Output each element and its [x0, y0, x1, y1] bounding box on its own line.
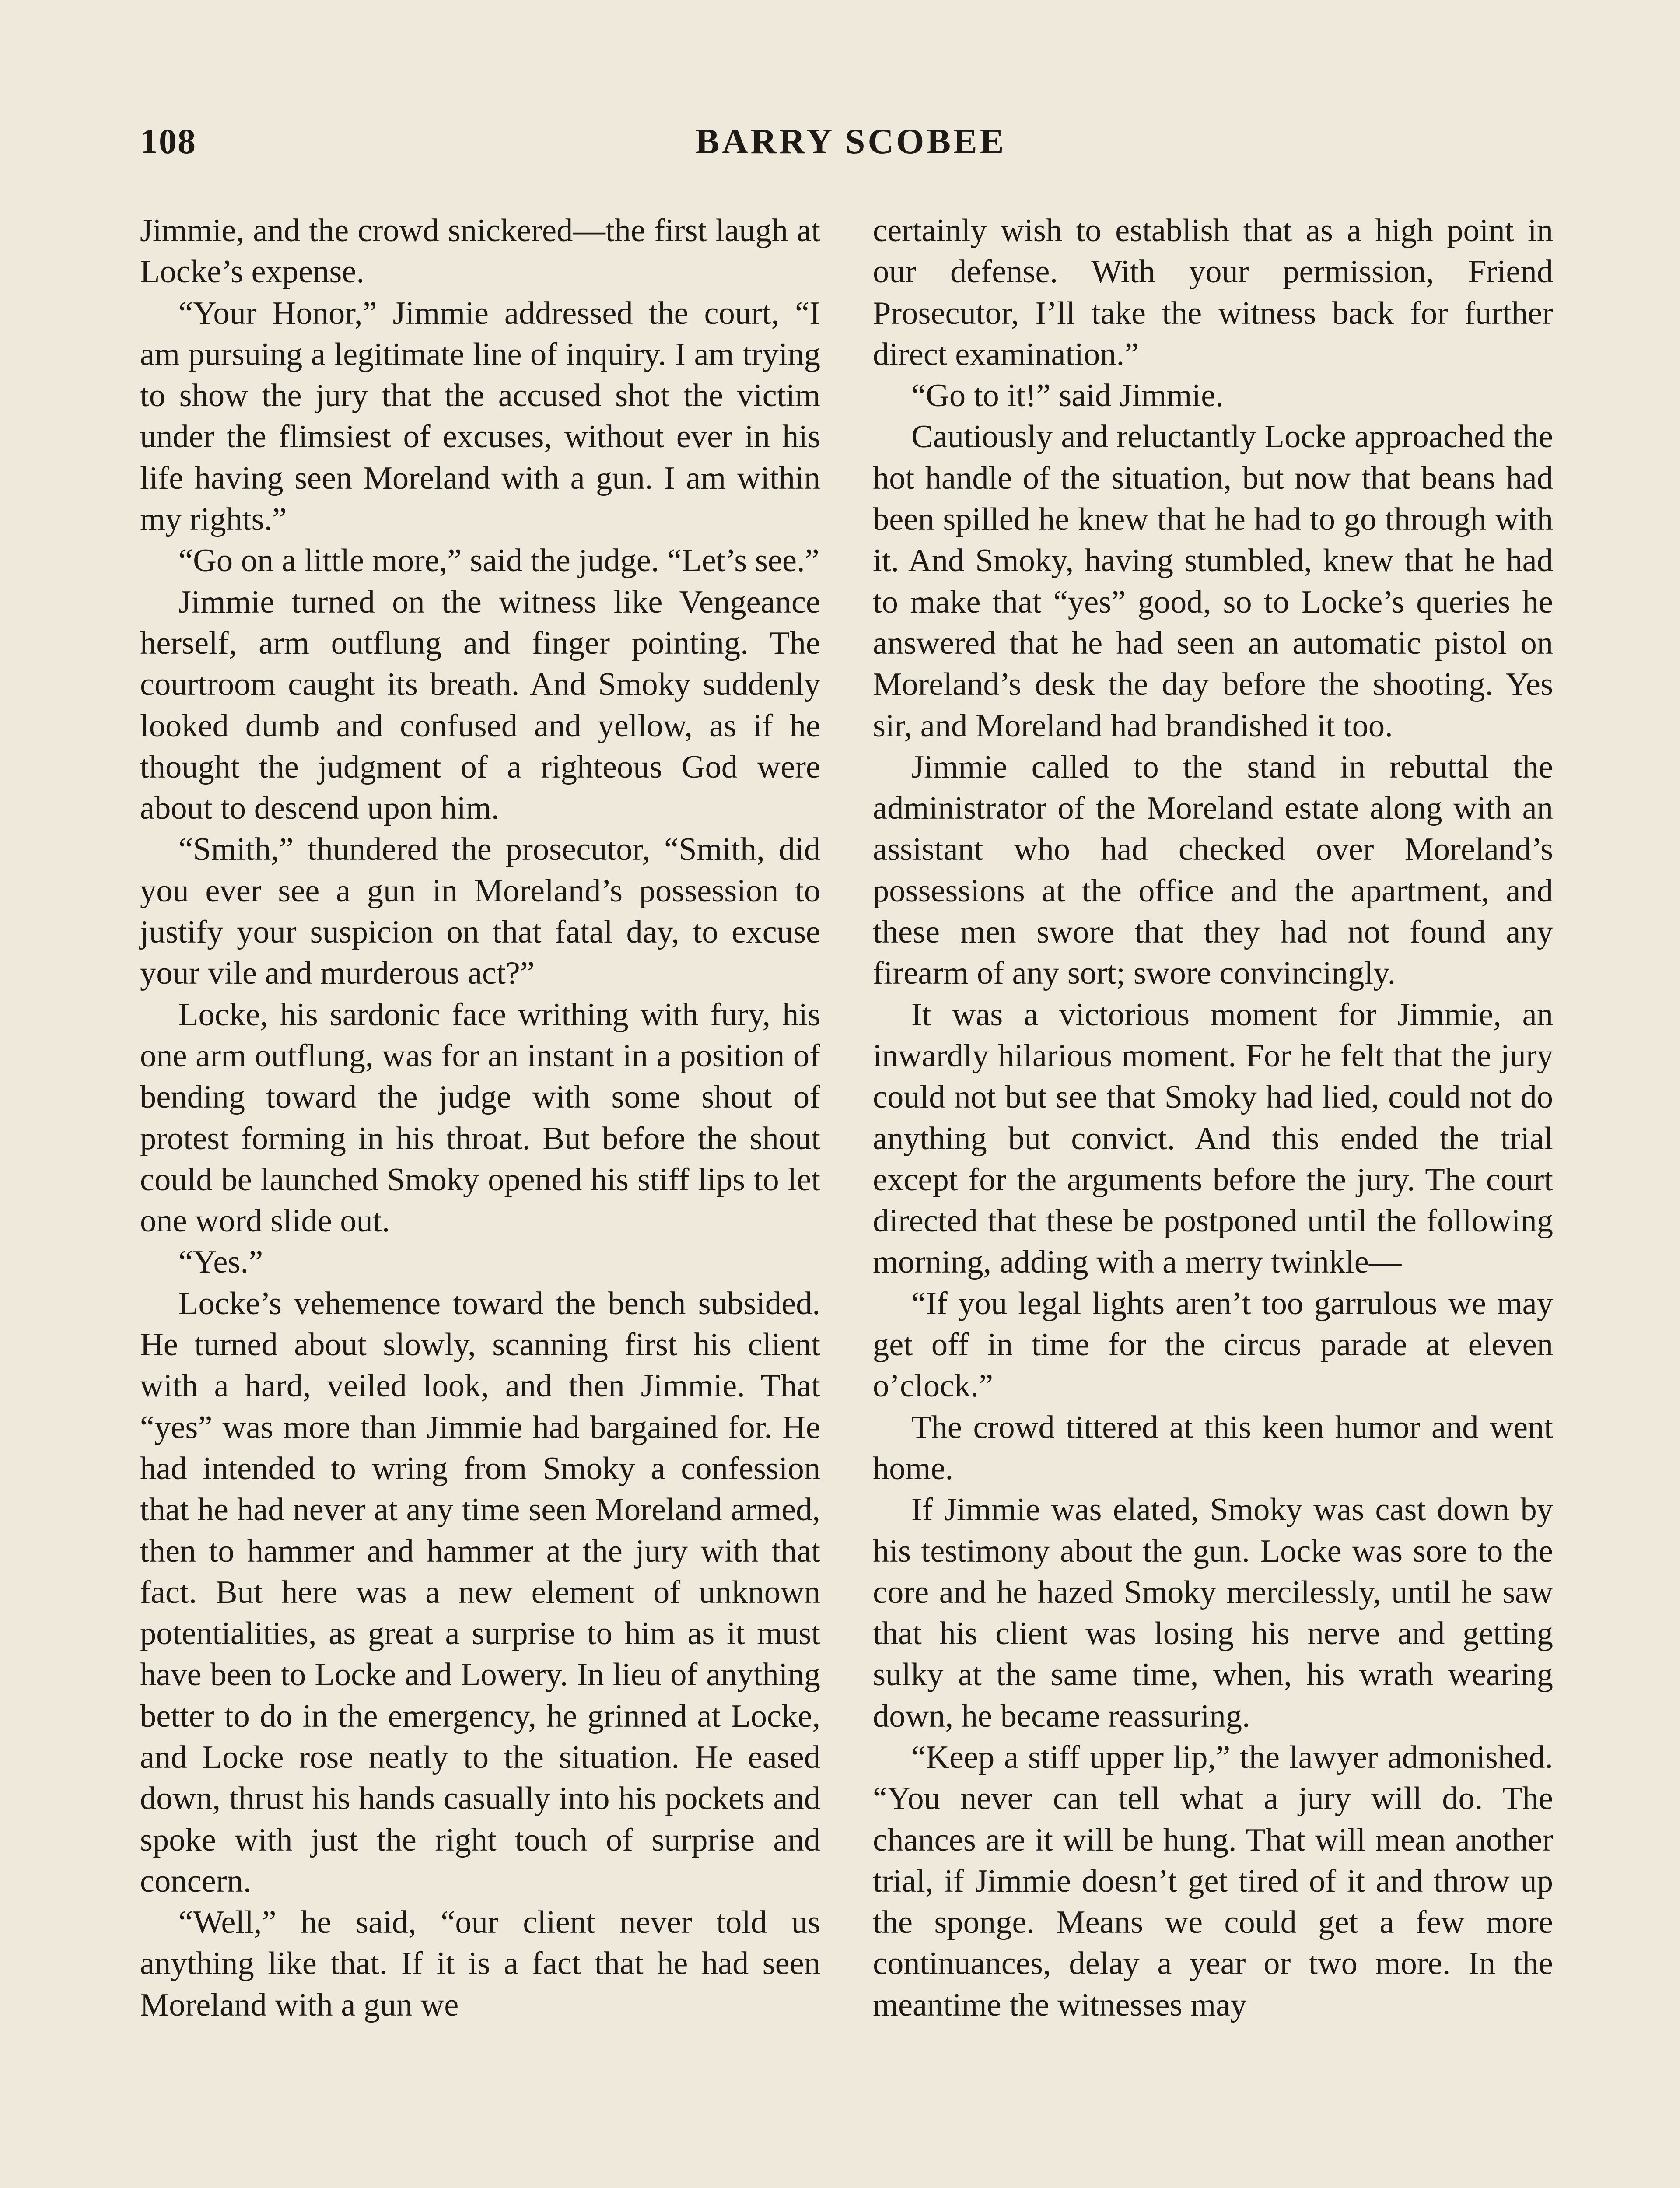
right-column — [873, 210, 1553, 2026]
paragraph: “Go to it!” said Jimmie. — [911, 378, 1224, 414]
page-header — [140, 121, 1562, 169]
paragraph: It was a victorious moment for Jimmie, an inwardly hilarious moment. For he felt that the jury could not but see that Smoky had lied, could not do anything but convict. And this ended the trial except for the arguments before the jury. The court directed that these be postponed until the following morning, adding with a merry twinkle— — [873, 996, 1553, 1280]
page-number: 108 — [140, 121, 196, 161]
paragraph: “Go on a little more,” said the judge. “Let’s see.” — [178, 543, 819, 579]
paragraph: Jimmie, and the crowd snickered—the first laugh at Locke’s expense. — [140, 213, 820, 290]
paragraph: If Jimmie was elated, Smoky was cast down by his testimony about the gun. Locke was sore to the core and he hazed Smoky mercilessly, until he saw that his client was losing his nerve and getting sulky at the same time, when, his wrath wearing down, he became reassuring. — [873, 1492, 1553, 1734]
paragraph: “Smith,” thundered the prosecutor, “Smith, did you ever see a gun in Moreland’s possession to justify your suspicion on that fatal day, to excuse your vile and murderous act?” — [140, 831, 820, 992]
paragraph: “Well,” he said, “our client never told us anything like that. If it is a fact that he had seen Moreland with a gun we — [140, 1904, 820, 2023]
paragraph: “If you legal lights aren’t too garrulous we may get off in time for the circus parade at eleven o’clock.” — [873, 1285, 1553, 1404]
paragraph: Jimmie called to the stand in rebuttal the administrator of the Moreland estate along with an assistant who had checked over Moreland’s possessions at the office and the apartment, and these men swore that they had not found any firearm of any sort; swore convincingly. — [873, 749, 1553, 992]
paragraph: “Yes.” — [178, 1244, 263, 1280]
paragraph: Locke, his sardonic face writhing with fury, his one arm outflung, was for an instant in a position of bending toward the judge with some shout of protest forming in his throat. But before the shout could be launched Smoky opened his stiff lips to let one word slide out. — [140, 996, 820, 1239]
paragraph: “Your Honor,” Jimmie addressed the court, “I am pursuing a legitimate line of inquiry. I am trying to show the jury that the accused shot the victim under the flimsiest of excuses, without ever in his life having seen Moreland with a gun. I am within my rights.” — [140, 295, 820, 538]
paragraph: Cautiously and reluctantly Locke approached the hot handle of the situation, but now that beans had been spilled he knew that he had to go through with it. And Smoky, having stumbled, knew that he had to make that “yes” good, so to Locke’s queries he answered that he had seen an automatic pistol on Moreland’s desk the day before the shooting. Yes sir, and Moreland had brandished it too. — [873, 419, 1553, 744]
paragraph: The crowd tittered at this keen humor and went home. — [873, 1409, 1553, 1487]
paragraph: “Keep a stiff upper lip,” the lawyer admonished. “You never can tell what a jury will do. The chances are it will be hung. That will mean another trial, if Jimmie doesn’t get tired of it and throw up the sponge. Means we could get a few more continuances, delay a year or two more. In the meantime the witnesses may — [873, 1739, 1553, 2023]
running-head: BARRY SCOBEE — [695, 121, 1007, 161]
left-column — [140, 210, 820, 2026]
paragraph: certainly wish to establish that as a high point in our defense. With your permission, Friend Prosecutor, I’ll take the witness back for further direct examination.” — [873, 213, 1553, 372]
paragraph: Jimmie turned on the witness like Vengeance herself, arm outflung and finger pointing. The courtroom caught its breath. And Smoky suddenly looked dumb and confused and yellow, as if he thought the judgment of a righteous God were about to descend upon him. — [140, 584, 820, 827]
paragraph: Locke’s vehemence toward the bench subsided. He turned about slowly, scanning first his client with a hard, veiled look, and then Jimmie. That “yes” was more than Jimmie had bargained for. He had intended to wring from Smoky a confession that he had never at any time seen Moreland armed, then to hammer and hammer at the jury with that fact. But here was a new element of unknown potentialities, as great a surprise to him as it must have been to Locke and Lowery. In lieu of anything better to do in the emergency, he grinned at Locke, and Locke rose neatly to the situation. He eased down, thrust his hands casually into his pockets and spoke with just the right touch of surprise and concern. — [140, 1285, 820, 1899]
